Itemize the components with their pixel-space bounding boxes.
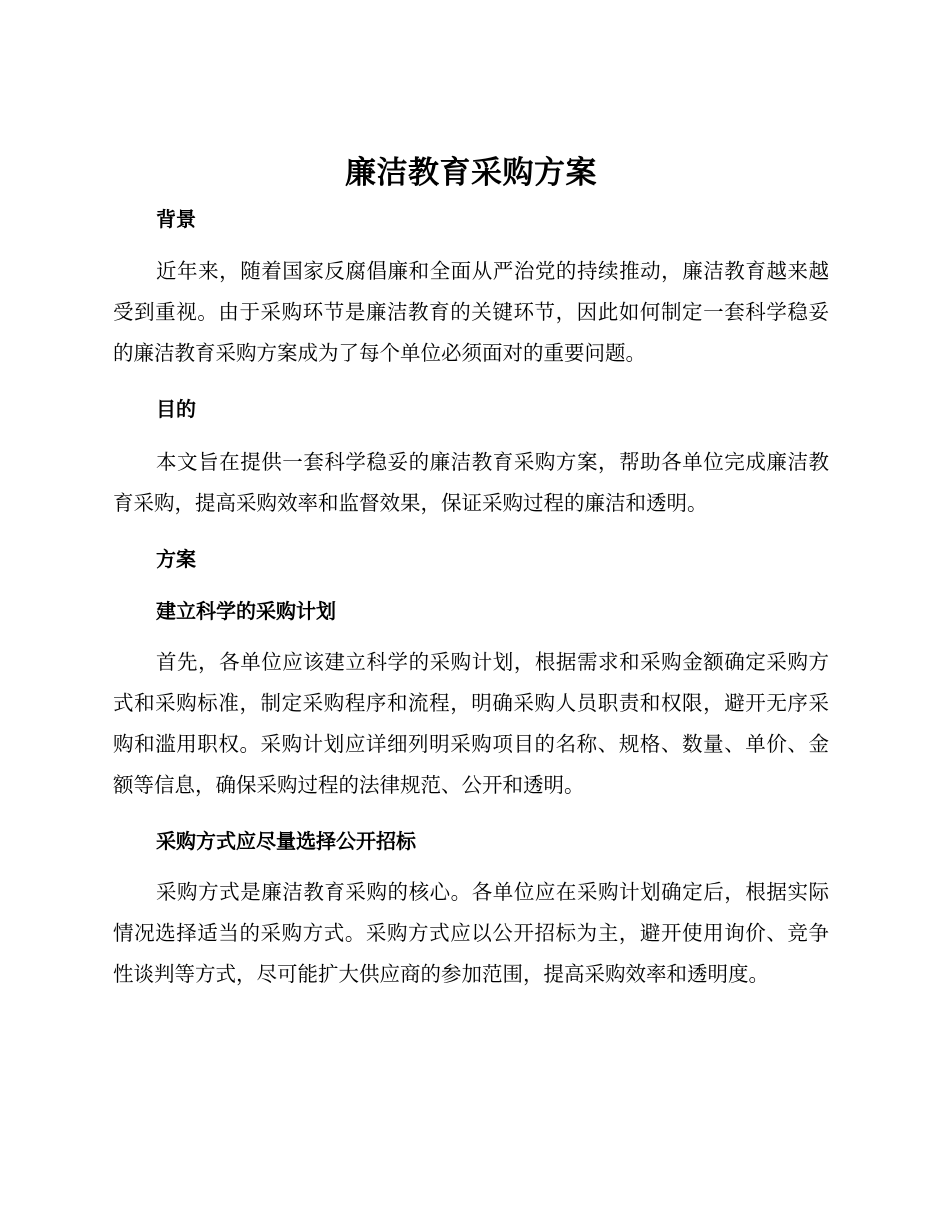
paragraph-public-tender: 采购方式是廉洁教育采购的核心。各单位应在采购计划确定后，根据实际情况选择适当的采购方式。采购方式应以公开招标为主，避开使用询价、竞争性谈判等方式，尽可能扩大供应商的参加范围，提高采购效率和透明度。 [113,880,829,986]
subsection-heading-procurement-plan: 建立科学的采购计划 [156,599,336,623]
paragraph-procurement-plan: 首先，各单位应该建立科学的采购计划，根据需求和采购金额确定采购方式和采购标准，制定采购程序和流程，明确采购人员职责和权限，避开无序采购和滥用职权。采购计划应详细列明采购项目的名称、规格、数量、单价、金额等信息，确保采购过程的法律规范、公开和透明。 [113,650,829,797]
paragraph-purpose: 本文旨在提供一套科学稳妥的廉洁教育采购方案，帮助各单位完成廉洁教育采购，提高采购效率和监督效果，保证采购过程的廉洁和透明。 [113,450,829,515]
section-heading-background: 背景 [156,207,196,231]
document-title: 廉洁教育采购方案 [345,155,597,191]
document-body [113,150,829,995]
paragraph-background: 近年来，随着国家反腐倡廉和全面从严治党的持续推动，廉洁教育越来越受到重视。由于采购环节是廉洁教育的关键环节，因此如何制定一套科学稳妥的廉洁教育采购方案成为了每个单位必须面对的重要问题。 [113,259,829,365]
subsection-heading-public-tender: 采购方式应尽量选择公开招标 [156,829,416,853]
section-heading-plan: 方案 [156,547,196,571]
section-heading-purpose: 目的 [156,397,196,421]
